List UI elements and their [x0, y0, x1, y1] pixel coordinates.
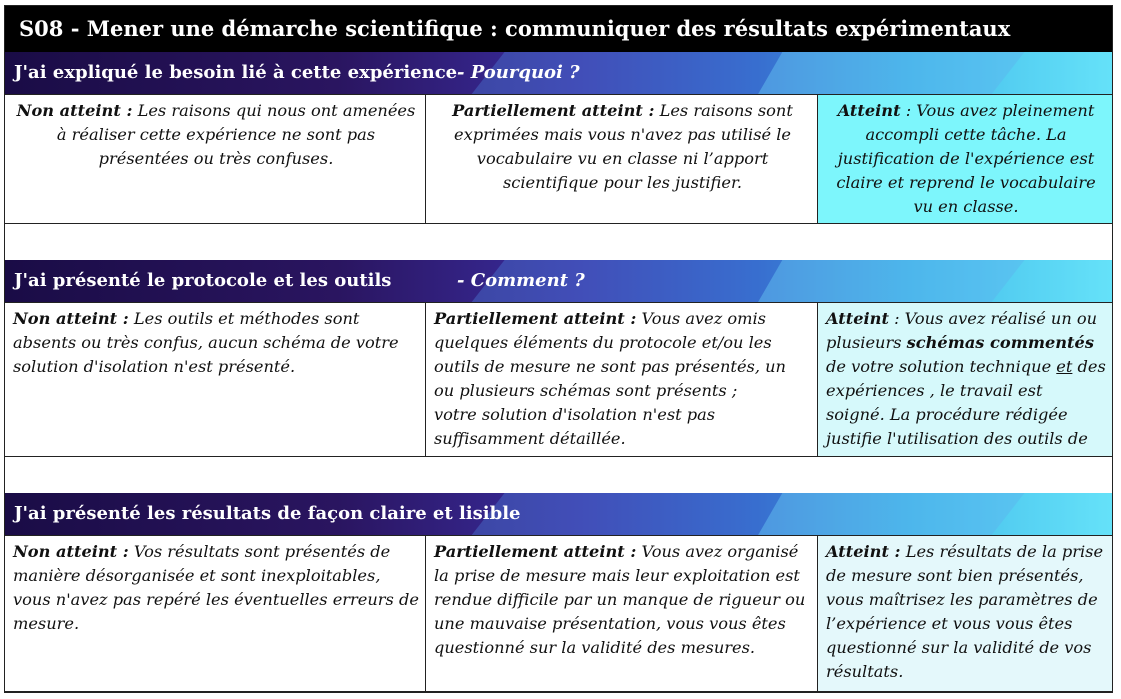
atteint-underline: et — [1056, 357, 1073, 376]
partiel-text: Les raisons sont exprimées mais vous n'avez pas utilisé le vocabulaire vu en classe ni l’apport scientifique pour les justifier. — [454, 101, 793, 192]
atteint-bold: schémas commentés — [906, 333, 1094, 352]
partiel-label: Partiellement atteint : — [434, 309, 637, 328]
criteria-row — [5, 302, 1112, 457]
atteint-text-c: des expériences , le travail est soigné. La procédure rédigée justifie l'utilisation des outils de — [826, 357, 1106, 448]
row-spacer — [5, 224, 1112, 260]
atteint-text-a: : Vous avez réalisé un ou plusieurs — [826, 309, 1098, 352]
atteint-label: Atteint : — [826, 542, 901, 561]
atteint-label: Atteint — [837, 101, 901, 120]
header-decoration — [736, 493, 1112, 535]
non-atteint-label: Non atteint : — [13, 542, 129, 561]
atteint-cell — [818, 303, 1112, 456]
section-heading: J'ai présenté le protocole et les outils — [14, 270, 392, 291]
partiel-cell — [426, 303, 818, 456]
atteint-label: Atteint — [826, 309, 889, 328]
atteint-cell — [818, 536, 1112, 691]
atteint-cell — [818, 95, 1112, 223]
row-spacer — [5, 457, 1112, 493]
header-decoration — [736, 52, 1112, 94]
atteint-text: Les résultats de la prise de mesure sont bien présentés, vous maîtrisez les paramètres de l’expérience et vous vous êtes questionné sur la validité de vos résultats. — [826, 542, 1104, 681]
non-atteint-text: Vos résultats sont présentés de manière désorganisée et sont inexploitables, vous n'avez pas repéré les éventuelles erreurs de mesure. — [13, 542, 419, 633]
section-question: - Pourquoi ? — [457, 62, 580, 83]
partiel-label: Partiellement atteint : — [434, 542, 637, 561]
page-title: S08 - Mener une démarche scientifique : communiquer des résultats expérimentaux — [5, 6, 1112, 52]
non-atteint-label: Non atteint : — [13, 309, 129, 328]
partiel-text-2: votre solution d'isolation n'est pas suffisamment détaillée. — [434, 405, 716, 448]
non-atteint-text: Les outils et méthodes sont absents ou très confus, aucun schéma de votre solution d'isolation n'est présenté. — [13, 309, 399, 376]
criteria-row — [5, 535, 1112, 692]
non-atteint-cell — [5, 95, 426, 223]
partiel-cell — [426, 95, 818, 223]
section-header-pourquoi — [5, 52, 1112, 94]
section-heading: J'ai présenté les résultats de façon claire et lisible — [14, 503, 521, 524]
rubric-sheet — [4, 5, 1113, 693]
partiel-cell — [426, 536, 818, 691]
criteria-row — [5, 94, 1112, 224]
header-decoration — [736, 260, 1112, 302]
section-header-resultats — [5, 493, 1112, 535]
atteint-text: : Vous avez pleinement accompli cette tâche. La justification de l'expérience est claire et reprend le vocabulaire vu en classe. — [836, 101, 1096, 216]
atteint-text-b: de votre solution technique — [826, 357, 1057, 376]
partiel-text: Vous avez organisé la prise de mesure mais leur exploitation est rendue difficile par un manque de rigueur ou une mauvaise présentation, vous vous êtes questionné sur la validité des mesures. — [434, 542, 806, 657]
non-atteint-cell — [5, 536, 426, 691]
section-question: - Comment ? — [457, 270, 585, 291]
partiel-label: Partiellement atteint : — [452, 101, 655, 120]
partiel-text: Vous avez omis quelques éléments du protocole et/ou les outils de mesure ne sont pas présentés, un ou plusieurs schémas sont présents ; — [434, 309, 786, 400]
section-heading: J'ai expliqué le besoin lié à cette expérience — [14, 62, 458, 83]
non-atteint-label: Non atteint : — [16, 101, 133, 120]
section-header-comment — [5, 260, 1112, 302]
non-atteint-text: Les raisons qui nous ont amenées à réaliser cette expérience ne sont pas présentées ou très confuses. — [56, 101, 416, 168]
non-atteint-cell — [5, 303, 426, 456]
